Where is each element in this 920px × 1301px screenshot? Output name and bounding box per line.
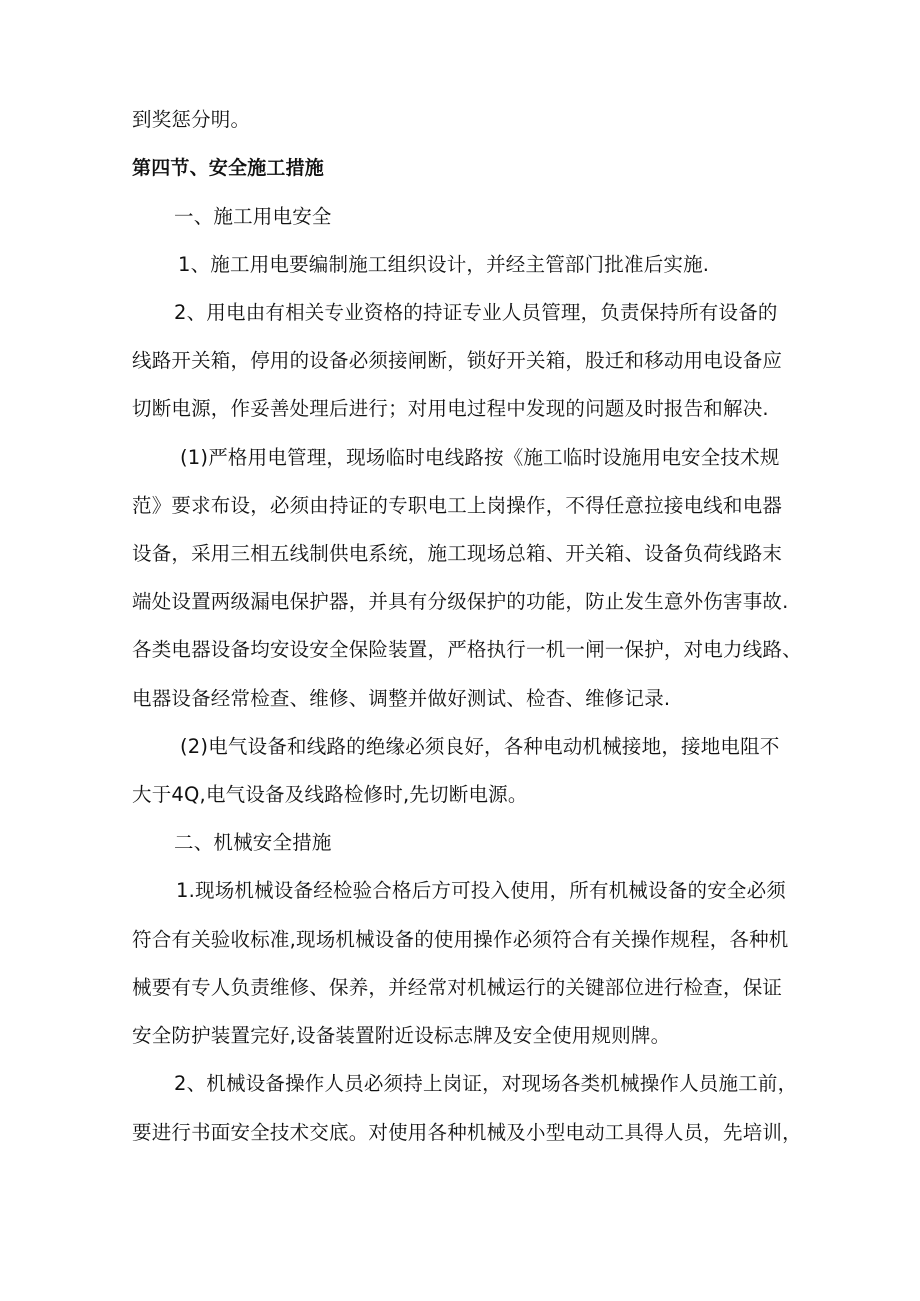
section-heading: 第四节、安全施工措施 bbox=[132, 157, 325, 179]
subsection-heading: 二、机械安全措施 bbox=[174, 831, 332, 854]
paragraph-line: 到奖惩分明。 bbox=[132, 108, 251, 131]
paragraph-line: 1.现场机械设备经检验合格后方可投入使用，所有机械设备的安全必须 bbox=[176, 879, 787, 902]
paragraph-line: 要进行书面安全技术交底。对使用各种机械及小型电动工具得人员，先培训， bbox=[132, 1121, 802, 1144]
paragraph-line: 切断电源，作妥善处理后进行；对用电过程中发现的问题及时报告和解决. bbox=[132, 397, 769, 420]
paragraph-line: (2)电气设备和线路的绝缘必须良好，各种电动机械接地，接地电阻不 bbox=[180, 735, 780, 758]
paragraph-line: 端处设置两级漏电保护器，并具有分级保护的功能，防止发生意外伤害事故. bbox=[132, 590, 789, 613]
paragraph-line: 各类电器设备均安设安全保险装置，严格执行一机一闸一保护，对电力线路、 bbox=[132, 638, 802, 661]
paragraph-line: 安全防护装置完好,设备装置附近设标志牌及安全使用规则牌。 bbox=[132, 1024, 671, 1047]
subsection-heading: 一、施工用电安全 bbox=[174, 205, 332, 228]
paragraph-line: 线路开关箱，停用的设备必须接闸断，锁好开关箱，股迁和移动用电设备应 bbox=[132, 349, 783, 372]
paragraph-line: (1)严格用电管理，现场临时电线路按《施工临时设施用电安全技术规 bbox=[180, 446, 780, 469]
paragraph-line: 符合有关验收标准,现场机械设备的使用操作必须符合有关操作规程，各种机 bbox=[132, 928, 789, 951]
paragraph-line: 设备，采用三相五线制供电系统，施工现场总箱、开关箱、设备负荷线路末 bbox=[132, 542, 783, 565]
paragraph-line: 1、施工用电要编制施工组织设计，并经主管部门批准后实施. bbox=[178, 253, 710, 276]
paragraph-line: 2、机械设备操作人员必须持上岗证，对现场各类机械操作人员施工前， bbox=[174, 1072, 798, 1095]
paragraph-line: 范》要求布设，必须由持证的专职电工上岗操作，不得任意拉接电线和电器 bbox=[132, 494, 783, 517]
paragraph-line: 2、用电由有相关专业资格的持证专业人员管理，负责保持所有设备的 bbox=[174, 301, 778, 324]
paragraph-line: 电器设备经常检查、维修、调整并做好测试、检杳、维修记录. bbox=[132, 687, 671, 710]
paragraph-line: 大于4Q,电气设备及线路检修时,先切断电源。 bbox=[132, 783, 528, 806]
paragraph-line: 械要有专人负责维修、保养，并经常对机械运行的关键部位进行检查，保证 bbox=[132, 976, 783, 999]
